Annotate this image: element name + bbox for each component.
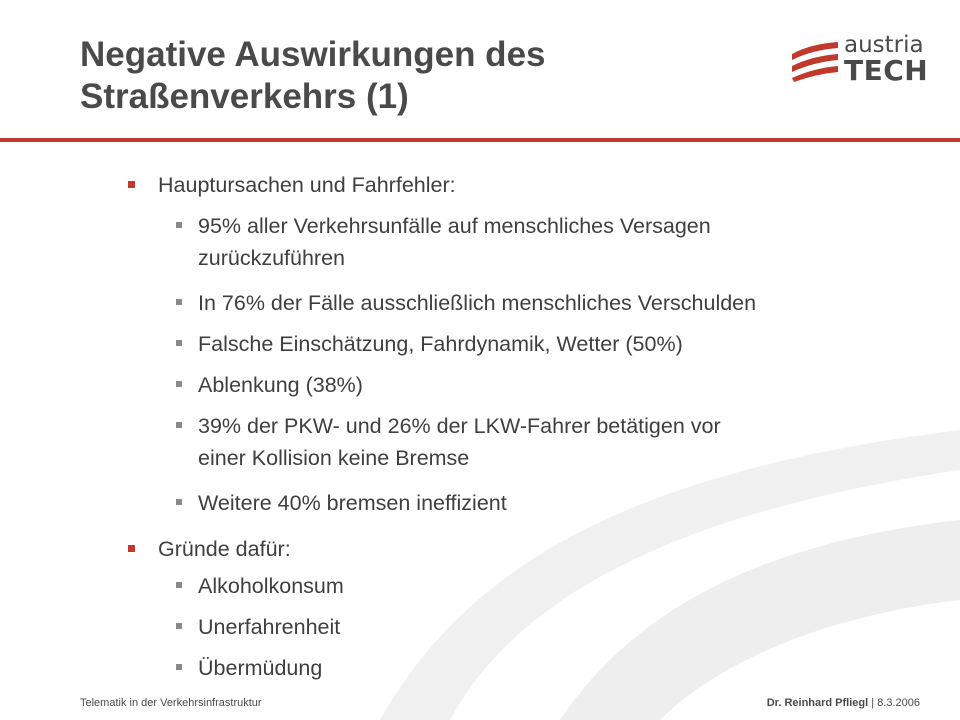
footer-course-title: Telematik in der Verkehrsinfrastruktur bbox=[80, 697, 262, 709]
footer-date: 8.3.2006 bbox=[877, 697, 920, 709]
bullet-label: Hauptursachen und Fahrfehler: bbox=[158, 173, 456, 197]
footer-separator: | bbox=[868, 697, 878, 709]
sub-bullet-text: Übermüdung bbox=[198, 656, 323, 680]
square-bullet-icon bbox=[176, 664, 182, 670]
sub-bullet-line: zurückzuführen bbox=[198, 246, 345, 270]
footer-author-date bbox=[767, 697, 920, 709]
square-bullet-icon bbox=[128, 545, 135, 552]
footer-author: Dr. Reinhard Pfliegl bbox=[766, 697, 869, 709]
logo-word-austria: austria bbox=[844, 32, 924, 58]
square-bullet-icon bbox=[176, 222, 182, 228]
sub-bullet-text: Ablenkung (38%) bbox=[198, 373, 363, 397]
square-bullet-icon bbox=[176, 422, 182, 428]
title-line-1: Negative Auswirkungen des bbox=[80, 35, 546, 74]
sub-bullet-text bbox=[198, 210, 898, 274]
square-bullet-icon bbox=[128, 181, 135, 188]
square-bullet-icon bbox=[176, 582, 182, 588]
bullet-label: Gründe dafür: bbox=[158, 537, 291, 561]
sub-bullet-line: 95% aller Verkehrsunfälle auf menschliches Versagen bbox=[198, 214, 711, 238]
sub-bullet-text: Alkoholkonsum bbox=[198, 574, 344, 598]
square-bullet-icon bbox=[176, 499, 182, 505]
sub-bullet-line: 39% der PKW- und 26% der LKW-Fahrer betätigen vor bbox=[198, 414, 721, 438]
title-line-2: Straßenverkehrs (1) bbox=[80, 77, 409, 116]
logo-word-tech: TECH bbox=[844, 54, 929, 87]
sub-bullet-text: In 76% der Fälle ausschließlich menschliches Verschulden bbox=[198, 291, 757, 315]
sub-bullet-text: Falsche Einschätzung, Fahrdynamik, Wetter (50%) bbox=[198, 332, 683, 356]
sub-bullet-line: einer Kollision keine Bremse bbox=[198, 446, 470, 470]
square-bullet-icon bbox=[176, 340, 182, 346]
square-bullet-icon bbox=[176, 299, 182, 305]
square-bullet-icon bbox=[176, 623, 182, 629]
sub-bullet-text bbox=[198, 410, 898, 474]
sub-bullet-text: Weitere 40% bremsen ineffizient bbox=[198, 491, 507, 515]
square-bullet-icon bbox=[176, 381, 182, 387]
sub-bullet-text: Unerfahrenheit bbox=[198, 615, 341, 639]
